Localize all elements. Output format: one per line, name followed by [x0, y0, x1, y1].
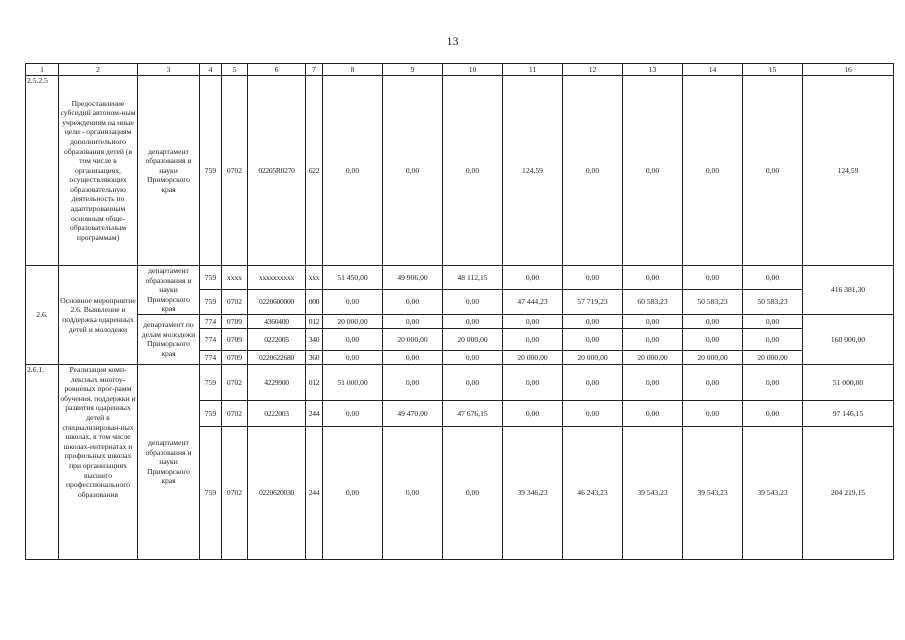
header-cell: 16	[803, 64, 894, 76]
value-cell: 0,00	[383, 364, 443, 400]
value-cell: 20 000,00	[383, 328, 443, 350]
table-body	[26, 64, 894, 560]
value-cell: 0,00	[623, 76, 683, 266]
value-cell: 0,00	[443, 290, 503, 314]
value-cell: 39 543,23	[623, 426, 683, 559]
csr-cell: 0220620030	[248, 426, 306, 559]
value-cell: 0,00	[743, 76, 803, 266]
value-cell: 0,00	[503, 328, 563, 350]
value-cell: 0,00	[743, 266, 803, 290]
total-cell: 204 219,15	[803, 426, 894, 559]
csr-cell: 0220622680	[248, 350, 306, 364]
value-cell: 46 243,23	[563, 426, 623, 559]
value-cell: 20 000,00	[443, 328, 503, 350]
header-cell: 1	[26, 64, 59, 76]
total-cell: 160 000,00	[803, 314, 894, 364]
vr-cell: 360	[306, 350, 323, 364]
value-cell: 20 000,00	[563, 350, 623, 364]
csr-cell: 02205R0270	[248, 76, 306, 266]
value-cell: 47 676,15	[443, 400, 503, 426]
value-cell: 47 444,23	[503, 290, 563, 314]
budget-table	[25, 63, 894, 560]
value-cell: 49 906,00	[383, 266, 443, 290]
value-cell: 0,00	[623, 314, 683, 328]
value-cell: 51 450,00	[323, 266, 383, 290]
page-number: 13	[446, 34, 459, 48]
total-cell: 51 000,00	[803, 364, 894, 400]
vr-cell: 244	[306, 426, 323, 559]
grbs-cell: 759	[200, 400, 222, 426]
value-cell: 0,00	[443, 350, 503, 364]
value-cell: 0,00	[563, 400, 623, 426]
csr-cell: 4360400	[248, 314, 306, 328]
header-cell: 12	[563, 64, 623, 76]
table-row	[26, 266, 894, 290]
value-cell: 0,00	[443, 364, 503, 400]
header-cell: 9	[383, 64, 443, 76]
value-cell: 39 543,23	[743, 426, 803, 559]
grbs-cell: 759	[200, 266, 222, 290]
value-cell: 20 000,00	[743, 350, 803, 364]
value-cell: 51 000,00	[323, 364, 383, 400]
value-cell: 0,00	[743, 364, 803, 400]
item-name: Реализация комп-лексных многоу-ровневых прог-рамм обучения, поддержки и развития одаренных детей в специализирован-ных школах, в том числе школах-интернатах и профильных школах при организациях высшего профессионального образования	[59, 364, 138, 559]
header-cell: 6	[248, 64, 306, 76]
grbs-cell: 759	[200, 76, 222, 266]
value-cell: 0,00	[323, 400, 383, 426]
section-cell: 0702	[222, 290, 248, 314]
value-cell: 0,00	[443, 76, 503, 266]
section-cell: 0709	[222, 328, 248, 350]
vr-cell: 012	[306, 314, 323, 328]
grbs-cell: 774	[200, 350, 222, 364]
value-cell: 0,00	[683, 364, 743, 400]
value-cell: 57 719,23	[563, 290, 623, 314]
header-cell: 15	[743, 64, 803, 76]
value-cell: 0,00	[563, 364, 623, 400]
value-cell: 0,00	[683, 76, 743, 266]
value-cell: 0,00	[563, 266, 623, 290]
value-cell: 0,00	[443, 426, 503, 559]
section-cell: 0709	[222, 314, 248, 328]
value-cell: 0,00	[383, 76, 443, 266]
csr-cell: 0220600000	[248, 290, 306, 314]
value-cell: 0,00	[683, 266, 743, 290]
value-cell: 60 583,23	[623, 290, 683, 314]
value-cell: 48 112,15	[443, 266, 503, 290]
value-cell: 0,00	[623, 400, 683, 426]
table-row	[26, 314, 894, 328]
executor: департамент по делам молодежи Приморского края	[138, 314, 200, 364]
value-cell: 124,59	[503, 76, 563, 266]
item-code: 2.6.1.	[26, 364, 59, 559]
value-cell: 0,00	[323, 350, 383, 364]
value-cell: 0,00	[563, 314, 623, 328]
value-cell: 0,00	[623, 364, 683, 400]
header-cell: 14	[683, 64, 743, 76]
value-cell: 0,00	[623, 266, 683, 290]
value-cell: 0,00	[563, 76, 623, 266]
value-cell: 0,00	[683, 400, 743, 426]
vr-cell: 000	[306, 290, 323, 314]
value-cell: 0,00	[323, 290, 383, 314]
header-row	[26, 64, 894, 76]
grbs-cell: 774	[200, 328, 222, 350]
item-code: 2.5.2.5	[26, 76, 59, 266]
item-name: Основное мероприятие 2.6. Выявление и поддержка одаренных детей и молодежи	[59, 266, 138, 365]
value-cell: 0,00	[323, 328, 383, 350]
grbs-cell: 774	[200, 314, 222, 328]
value-cell: 0,00	[683, 328, 743, 350]
csr-cell: 0222003	[248, 400, 306, 426]
value-cell: 0,00	[743, 328, 803, 350]
csr-cell: 4229900	[248, 364, 306, 400]
value-cell: 0,00	[743, 314, 803, 328]
value-cell: 0,00	[323, 76, 383, 266]
value-cell: 0,00	[383, 290, 443, 314]
value-cell: 0,00	[323, 426, 383, 559]
item-name: Предоставление субсидий автоном-ным учреждениям на иные цели - организациям дополнительного образования детей (в том числе в организациях, осуществляющих образовательную деятельность по адаптированным основным обще-образовательным программам)	[59, 76, 138, 266]
section-cell: 0702	[222, 400, 248, 426]
header-cell: 5	[222, 64, 248, 76]
header-cell: 13	[623, 64, 683, 76]
value-cell: 50 583,23	[683, 290, 743, 314]
header-cell: 8	[323, 64, 383, 76]
value-cell: 50 583,23	[743, 290, 803, 314]
item-code: 2.6.	[26, 266, 59, 365]
header-cell: 3	[138, 64, 200, 76]
table-row	[26, 364, 894, 400]
csr-cell: xxxxxxxxxx	[248, 266, 306, 290]
value-cell: 20 000,00	[623, 350, 683, 364]
value-cell: 0,00	[503, 266, 563, 290]
value-cell: 0,00	[383, 314, 443, 328]
vr-cell: 012	[306, 364, 323, 400]
section-cell: 0702	[222, 426, 248, 559]
grbs-cell: 759	[200, 290, 222, 314]
header-cell: 7	[306, 64, 323, 76]
vr-cell: 622	[306, 76, 323, 266]
value-cell: 20 000,00	[503, 350, 563, 364]
vr-cell: 340	[306, 328, 323, 350]
section-cell: xxxx	[222, 266, 248, 290]
value-cell: 49 470,00	[383, 400, 443, 426]
total-cell: 416 381,30	[803, 266, 894, 315]
value-cell: 0,00	[503, 364, 563, 400]
table-row	[26, 76, 894, 266]
value-cell: 0,00	[503, 400, 563, 426]
vr-cell: xxx	[306, 266, 323, 290]
grbs-cell: 759	[200, 426, 222, 559]
header-cell: 2	[59, 64, 138, 76]
value-cell: 39 543,23	[683, 426, 743, 559]
section-cell: 0702	[222, 76, 248, 266]
value-cell: 0,00	[383, 350, 443, 364]
value-cell: 0,00	[743, 400, 803, 426]
value-cell: 0,00	[503, 314, 563, 328]
value-cell: 0,00	[683, 314, 743, 328]
section-cell: 0702	[222, 364, 248, 400]
executor: департамент образования и науки Приморского края	[138, 364, 200, 559]
value-cell: 0,00	[563, 328, 623, 350]
grbs-cell: 759	[200, 364, 222, 400]
value-cell: 20 000,00	[323, 314, 383, 328]
header-cell: 11	[503, 64, 563, 76]
section-cell: 0709	[222, 350, 248, 364]
executor: департамент образования и науки Приморского края	[138, 266, 200, 315]
csr-cell: 0222005	[248, 328, 306, 350]
value-cell: 0,00	[443, 314, 503, 328]
executor: департамент образования и науки Приморского края	[138, 76, 200, 266]
value-cell: 0,00	[623, 328, 683, 350]
vr-cell: 244	[306, 400, 323, 426]
value-cell: 39 346,23	[503, 426, 563, 559]
total-cell: 124,59	[803, 76, 894, 266]
header-cell: 10	[443, 64, 503, 76]
header-cell: 4	[200, 64, 222, 76]
total-cell: 97 146,15	[803, 400, 894, 426]
value-cell: 0,00	[383, 426, 443, 559]
value-cell: 20 000,00	[683, 350, 743, 364]
